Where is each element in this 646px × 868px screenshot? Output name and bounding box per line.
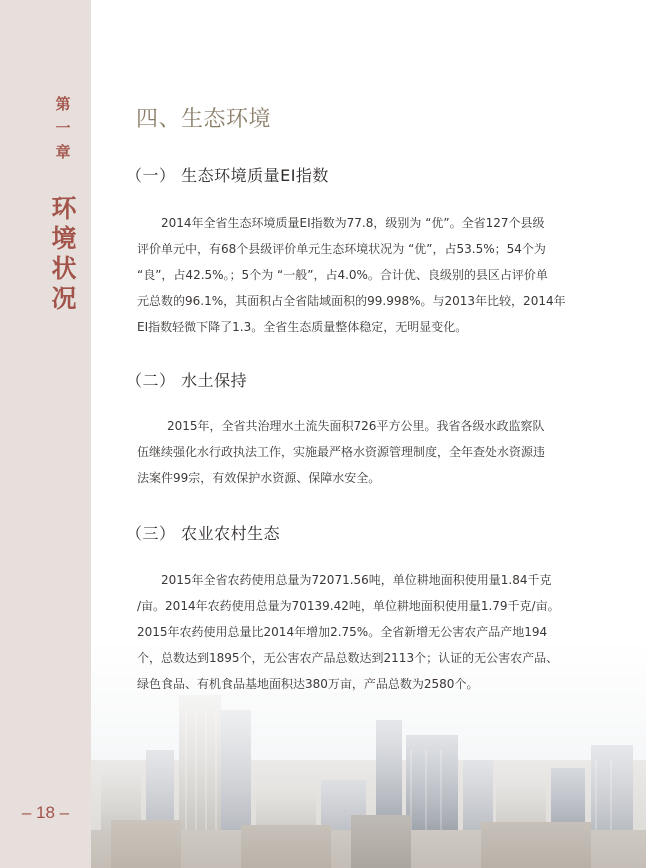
paragraph-ei-index <box>137 210 566 340</box>
page-number: – 18 – <box>21 803 70 822</box>
text-line: /亩。2014年农药使用总量为70139.42吨，单位耕地面积使用量1.79千克/亩。 <box>137 599 560 613</box>
text-line: 2015年农药使用总量比2014年增加2.75%。全省新增无公害农产品产地194 <box>137 625 548 639</box>
text-line: 法案件99宗，有效保护水资源、保障水安全。 <box>137 471 381 485</box>
subsection-heading-ei-index: （一） 生态环境质量EI指数 <box>126 166 329 185</box>
text-line: 2015年，全省共治理水土流失面积726平方公里。我省各级水政监察队 <box>167 419 545 433</box>
chapter-sidebar <box>0 0 91 868</box>
text-line: 2014年全省生态环境质量EI指数为77.8，级别为 “优”。全省127个县级 <box>161 216 545 230</box>
chapter-number: 第 一 章 <box>55 95 71 161</box>
text-line: “良”，占42.5%。；5个为 “一般”，占4.0%。合计优、良级别的县区占评价单 <box>137 268 548 282</box>
paragraph-agriculture <box>137 567 560 697</box>
section-title: 四、生态环境 <box>136 107 272 132</box>
text-line: 2015年全省农药使用总量为72071.56吨，单位耕地面积使用量1.84千克 <box>161 573 552 587</box>
text-line: 绿色食品、有机食品基地面积达380万亩，产品总数为2580个。 <box>137 677 479 691</box>
text-line: 伍继续强化水行政执法工作，实施最严格水资源管理制度，全年查处水资源违 <box>137 445 546 459</box>
text-line: 个，总数达到1895个，无公害农产品总数达到2113个；认证的无公害农产品、 <box>137 651 559 665</box>
subsection-heading-soil-conservation: （二） 水土保持 <box>126 371 248 390</box>
text-line: 元总数的96.1%，其面积占全省陆域面积的99.998%。与2013年比较，2014年 <box>137 294 566 308</box>
paragraph-soil-conservation <box>137 413 549 491</box>
text-line: EI指数轻微下降了1.3。全省生态质量整体稳定，无明显变化。 <box>137 320 468 334</box>
subsection-heading-agriculture: （三） 农业农村生态 <box>126 524 281 543</box>
text-line: 评价单元中，有68个县级评价单元生态环境状况为 “优”，占53.5%；54个为 <box>137 242 546 256</box>
chapter-title: 环 境 状 况 <box>51 194 77 313</box>
